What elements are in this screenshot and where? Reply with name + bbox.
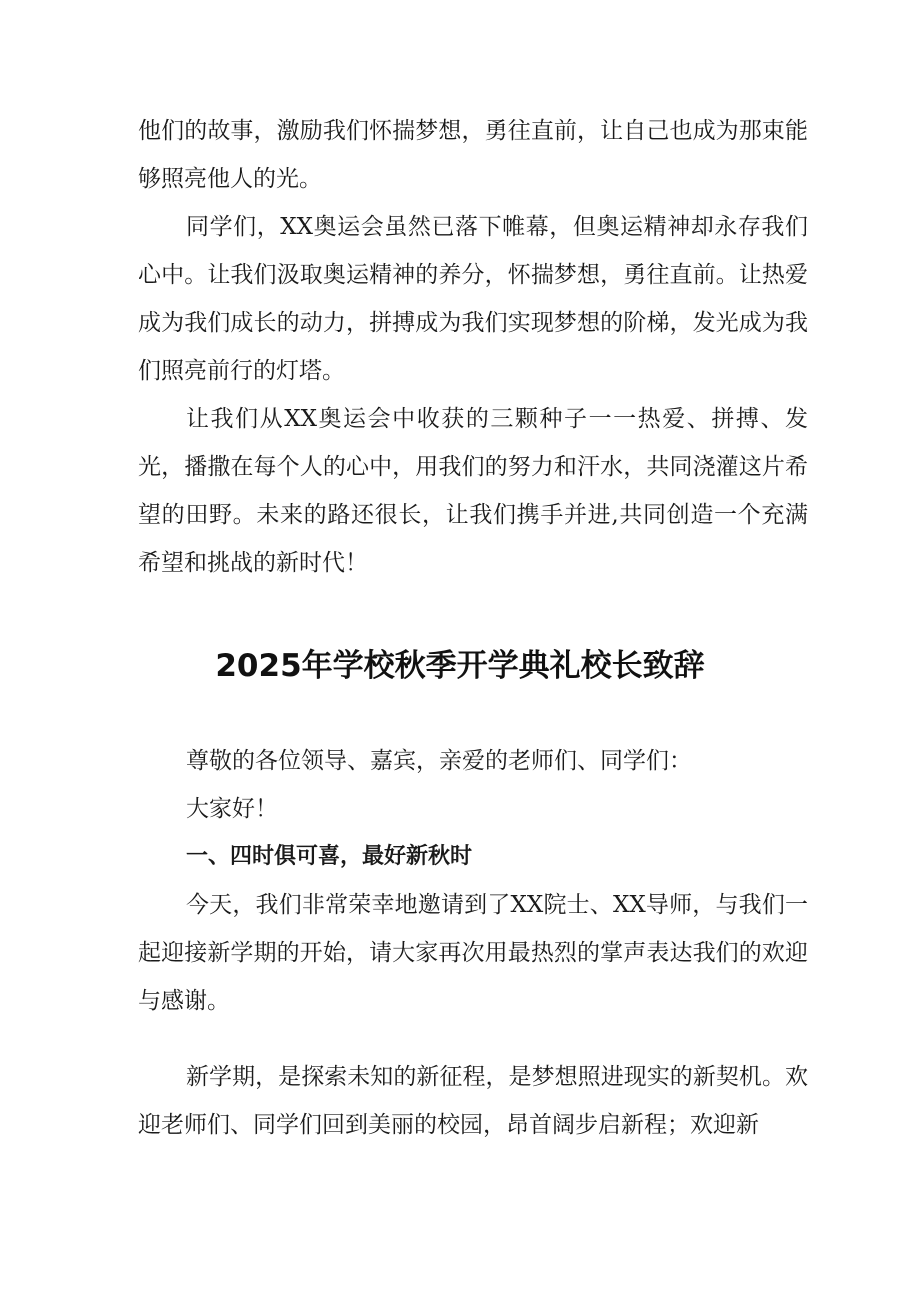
speech-salutation: 尊敬的各位领导、嘉宾，亲爱的老师们、同学们： [186,748,692,774]
speech-title: 2025年学校秋季开学典礼校长致辞 [215,648,705,684]
paragraph-continuation-3: 让我们从XX奥运会中收获的三颗种子一一热爱、拼搏、发光，播撒在每个人的心中，用我们的努力和汗水，共同浇灌这片希望的田野。未来的路还很长，让我们携手并进,共同创造一个充满希望和挑战的新时代！ [138,406,808,576]
paragraph-continuation-2: 同学们，XX奥运会虽然已落下帷幕，但奥运精神却永存我们心中。让我们汲取奥运精神的养分，怀揣梦想，勇往直前。让热爱成为我们成长的动力，拼搏成为我们实现梦想的阶梯，发光成为我们照亮前行的灯塔。 [138,214,808,384]
paragraph-continuation-1: 他们的故事，激励我们怀揣梦想，勇往直前，让自己也成为那束能够照亮他人的光。 [138,118,808,192]
speech-greeting: 大家好！ [186,796,278,822]
speech-paragraph-2: 新学期，是探索未知的新征程，是梦想照进现实的新契机。欢迎老师们、同学们回到美丽的校园，昂首阔步启新程；欢迎新 [138,1064,808,1138]
section-heading: 一、四时俱可喜，最好新秋时 [186,844,473,869]
speech-paragraph-1: 今天，我们非常荣幸地邀请到了XX院士、XX导师，与我们一起迎接新学期的开始，请大家再次用最热烈的掌声表达我们的欢迎与感谢。 [138,892,808,1014]
